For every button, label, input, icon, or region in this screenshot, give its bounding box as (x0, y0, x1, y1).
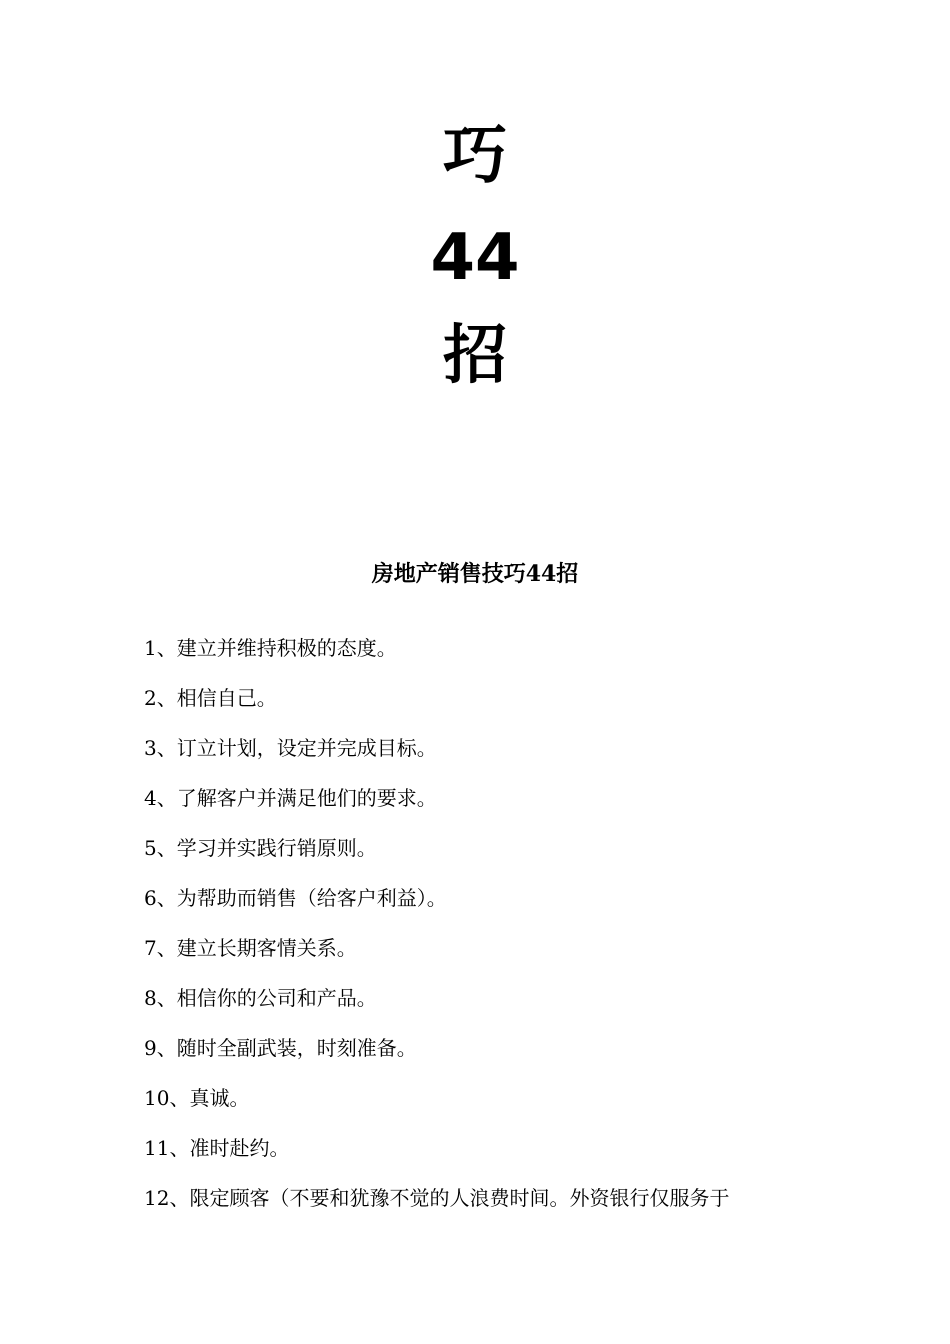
list-item: 4、了解客户并满足他们的要求。 (144, 786, 437, 810)
tips-list (144, 630, 824, 1230)
list-item: 10、真诚。 (144, 1086, 250, 1110)
list-item: 11、准时赴约。 (144, 1136, 290, 1160)
list-item: 9、随时全副武装，时刻准备。 (144, 1036, 417, 1060)
list-item: 6、为帮助而销售（给客户利益）。 (144, 886, 447, 910)
list-item: 12、限定顾客（不要和犹豫不觉的人浪费时间。外资银行仅服务于 (144, 1186, 730, 1210)
list-item: 2、相信自己。 (144, 686, 277, 710)
document-title: 房地产销售技巧44招 (371, 561, 579, 587)
cover-title-char-1: 巧 (443, 119, 507, 193)
list-item: 5、学习并实践行销原则。 (144, 836, 377, 860)
list-item: 7、建立长期客情关系。 (144, 936, 357, 960)
list-item: 8、相信你的公司和产品。 (144, 986, 377, 1010)
list-item: 1、建立并维持积极的态度。 (144, 636, 397, 660)
cover-title-char-2: 招 (443, 319, 507, 393)
list-item: 3、订立计划，设定并完成目标。 (144, 736, 437, 760)
cover-title-number: 44 (430, 221, 520, 295)
